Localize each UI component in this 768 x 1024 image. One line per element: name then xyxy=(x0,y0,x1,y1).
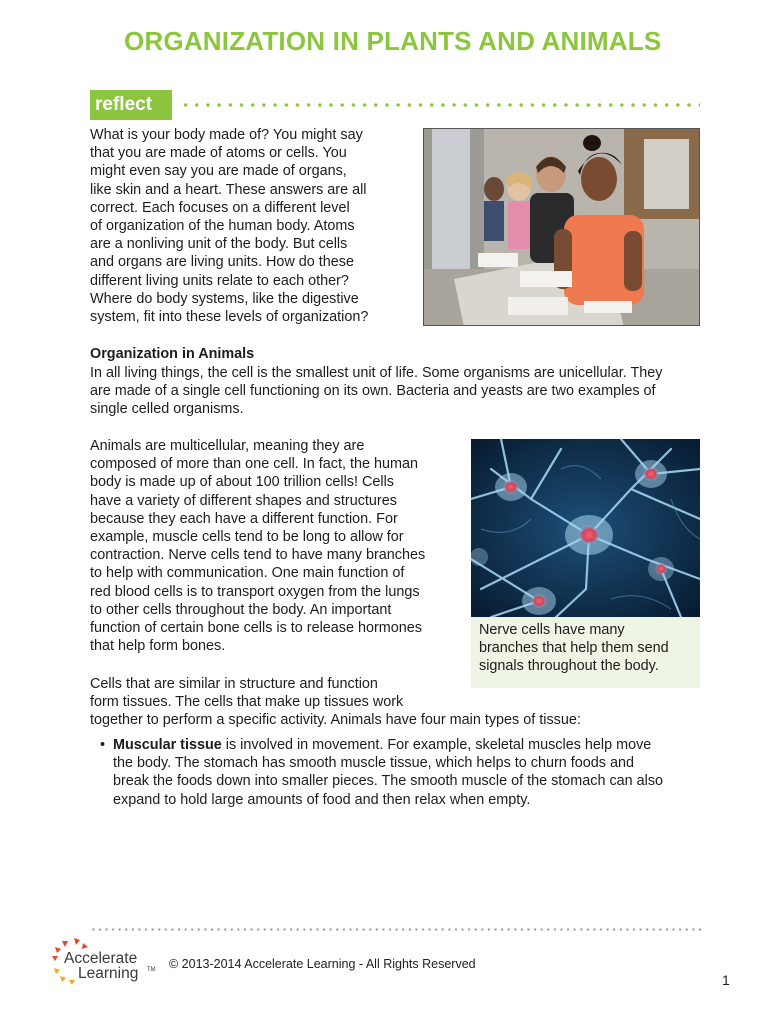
text-line: because they each have a different function. For xyxy=(90,510,398,527)
nerve-cells-image xyxy=(471,439,700,617)
text-line: together to perform a specific activity. Animals have four main types of tissue: xyxy=(90,712,581,729)
list-item xyxy=(100,736,700,809)
caption-line: signals throughout the body. xyxy=(479,658,659,675)
text-line: function of certain bone cells is to release hormones xyxy=(90,620,422,637)
bullet-icon: • xyxy=(100,737,106,753)
reflect-label: reflect xyxy=(90,90,172,120)
text-line: that help form bones. xyxy=(90,638,226,655)
copyright-notice: © 2013-2014 Accelerate Learning - All Rights Reserved xyxy=(169,957,476,971)
text-line: correct. Each focuses on a different level xyxy=(90,199,350,216)
students-photo xyxy=(423,128,700,326)
text-line: body is made up of about 100 trillion cells! Cells xyxy=(90,474,394,491)
footer-divider xyxy=(90,928,702,931)
caption-line: branches that help them send xyxy=(479,640,669,657)
logo-text-learning: Learning xyxy=(78,965,139,982)
page-title: ORGANIZATION IN PLANTS AND ANIMALS xyxy=(124,26,662,56)
text-line: In all living things, the cell is the smallest unit of life. Some organisms are unicellular. They xyxy=(90,365,663,381)
text-line: expand to hold large amounts of food and then relax when empty. xyxy=(113,791,531,808)
text-line: that you are made of atoms or cells. You xyxy=(90,145,347,162)
text-line: are a nonliving unit of the body. But cells xyxy=(90,236,348,253)
text-line: the body. The stomach has smooth muscle tissue, which helps to churn foods and xyxy=(113,755,635,772)
animals-paragraph xyxy=(90,437,446,655)
text-line: of organization of the human body. Atoms xyxy=(90,218,355,235)
intro-paragraph xyxy=(90,126,390,326)
text-line: Cells that are similar in structure and function xyxy=(90,676,378,692)
section-heading: Organization in Animals xyxy=(90,346,255,362)
text-line: contraction. Nerve cells tend to have many branches xyxy=(90,547,426,564)
text-line: and organs are living units. How do these xyxy=(90,254,354,271)
students-illustration xyxy=(424,129,700,326)
text-line: example, muscle cells tend to be long to allow for xyxy=(90,529,404,546)
text-line: Where do body systems, like the digestive xyxy=(90,290,359,307)
text-line: to help with communication. One main function of xyxy=(90,565,405,582)
accelerate-learning-logo xyxy=(52,938,162,988)
text-line: different living units relate to each other? xyxy=(90,272,349,289)
text-line: are made of a single cell functioning on its own. Bacteria and yeasts are two examples of xyxy=(90,383,656,400)
tissue-term: Muscular tissue xyxy=(113,737,222,753)
text-line: composed of more than one cell. In fact, the human xyxy=(90,456,418,473)
tissue-list xyxy=(100,736,700,809)
text-line xyxy=(113,736,700,754)
text-line: single celled organisms. xyxy=(90,401,244,418)
section-intro-paragraph xyxy=(90,364,700,419)
reflect-divider xyxy=(180,103,700,107)
text-line: system, fit into these levels of organization? xyxy=(90,309,369,326)
text-line: to other cells throughout the body. An important xyxy=(90,601,392,618)
text-line: like skin and a heart. These answers are all xyxy=(90,181,367,198)
text-line: break the foods down into smaller pieces. The smooth muscle of the stomach can also xyxy=(113,773,664,790)
text-line: red blood cells is to transport oxygen from the lungs xyxy=(90,583,420,600)
text-line: What is your body made of? You might say xyxy=(90,127,363,143)
tissues-paragraph xyxy=(90,675,630,730)
tissue-description: is involved in movement. For example, skeletal muscles help move xyxy=(221,737,652,753)
text-line: form tissues. The cells that make up tissues work xyxy=(90,694,404,711)
text-line: Animals are multicellular, meaning they are xyxy=(90,438,365,454)
text-line: might even say you are made of organs, xyxy=(90,163,347,180)
caption-line: Nerve cells have many xyxy=(479,622,625,638)
nerve-cells-illustration xyxy=(471,439,700,617)
logo-text-accelerate: Accelerate xyxy=(64,950,138,967)
text-line: have a variety of different shapes and structures xyxy=(90,492,397,509)
logo-trademark: TM xyxy=(147,967,156,973)
page-number: 1 xyxy=(722,972,730,988)
